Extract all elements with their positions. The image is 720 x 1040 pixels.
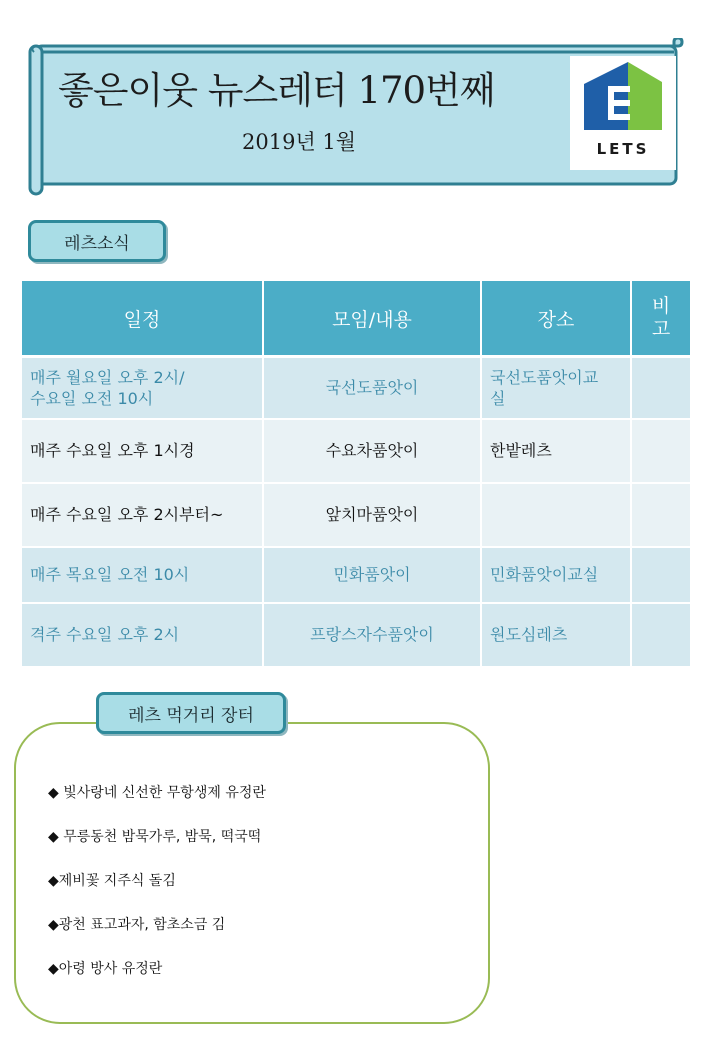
table-row [22, 603, 690, 667]
list-item: ◆ 빛사랑네 신선한 무항생제 유정란 [48, 785, 266, 801]
header-place: 장소 [481, 281, 631, 357]
row-where-text: 국선도품앗이교 실 [490, 367, 599, 408]
header-note-text: 비 고 [651, 295, 671, 340]
list-item: ◆ 무릉동천 밤묵가루, 밤묵, 떡국떡 [48, 829, 262, 845]
header-schedule: 일정 [22, 281, 263, 357]
row-what: 프랑스자수품앗이 [263, 603, 481, 667]
row-when: 격주 수요일 오후 2시 [22, 603, 263, 667]
row-note [631, 483, 690, 547]
row-when [22, 357, 263, 419]
list-item: ◆제비꽃 지주식 돌김 [48, 873, 176, 889]
row-note [631, 603, 690, 667]
header-note [631, 281, 690, 357]
row-what: 국선도품앗이 [263, 357, 481, 419]
row-when: 매주 수요일 오후 1시경 [22, 419, 263, 483]
header-meeting: 모임/내용 [263, 281, 481, 357]
schedule-table [22, 281, 690, 668]
row-when-text: 매주 월요일 오후 2시/ 수요일 오전 10시 [30, 367, 185, 408]
row-where: 한밭레츠 [481, 419, 631, 483]
newsletter-date: 2019년 1월 [242, 130, 357, 154]
section-label-lets-news: 레츠소식 [28, 220, 166, 262]
row-where [481, 357, 631, 419]
row-where: 원도심레츠 [481, 603, 631, 667]
table-header-row [22, 281, 690, 357]
newsletter-title: 좋은이웃 뉴스레터 170번째 [58, 69, 495, 112]
table-row [22, 547, 690, 603]
row-note [631, 419, 690, 483]
list-item: ◆광천 표고과자, 함초소금 김 [48, 917, 226, 933]
row-what: 민화품앗이 [263, 547, 481, 603]
row-note [631, 547, 690, 603]
row-when: 매주 수요일 오후 2시부터~ [22, 483, 263, 547]
table-row [22, 483, 690, 547]
row-when: 매주 목요일 오전 10시 [22, 547, 263, 603]
table-row [22, 357, 690, 419]
logo-text: LETS [596, 140, 650, 158]
row-where [481, 483, 631, 547]
row-what: 수요차품앗이 [263, 419, 481, 483]
row-what: 앞치마품앗이 [263, 483, 481, 547]
row-note [631, 357, 690, 419]
list-item: ◆아령 방사 유정란 [48, 961, 163, 977]
lets-logo [570, 56, 676, 170]
table-row [22, 419, 690, 483]
section-label-food-market: 레츠 먹거리 장터 [96, 692, 286, 734]
row-where: 민화품앗이교실 [481, 547, 631, 603]
